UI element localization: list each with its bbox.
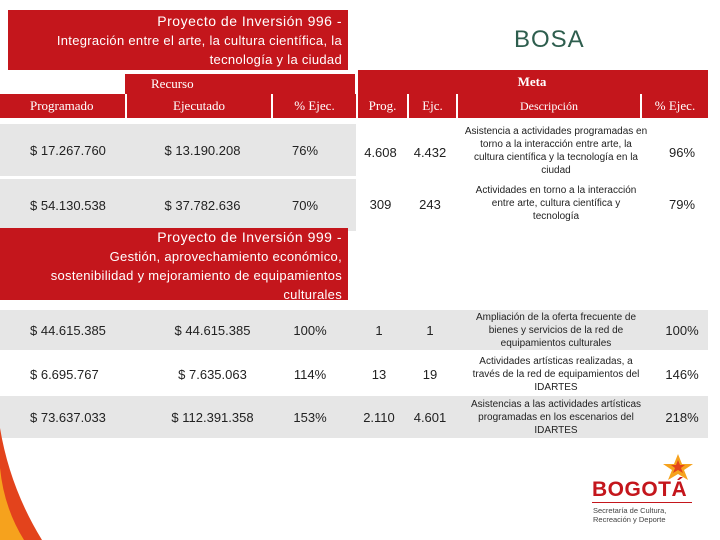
row5-programado: $ 73.637.033 bbox=[30, 409, 106, 425]
row2-ejecutado: $ 37.782.636 bbox=[164, 197, 241, 213]
row1-ejecutado: $ 13.190.208 bbox=[164, 142, 241, 158]
location-title: BOSA bbox=[514, 26, 585, 53]
row3-ejc: 1 bbox=[426, 322, 434, 338]
row3-descripcion: Ampliación de la oferta frecuente de bienes y servicios de la red de equipamientos culturales bbox=[475, 311, 637, 349]
row1-programado: $ 17.267.760 bbox=[30, 142, 106, 158]
row2-ejc: 243 bbox=[419, 196, 441, 212]
row1-meta-pct: 96% bbox=[668, 144, 696, 160]
row1-descripcion: Asistencia a actividades programadas en torno a la interacción entre arte, la cultura científica y la tecnología en la ciudad bbox=[464, 126, 648, 176]
row2-programado: $ 54.130.538 bbox=[30, 197, 106, 213]
row4-prog: 13 bbox=[371, 366, 387, 382]
col-prog: Prog. bbox=[368, 98, 397, 113]
row5-ejc: 4.601 bbox=[413, 409, 447, 425]
col-pct-ejec: % Ejec. bbox=[294, 98, 335, 113]
row2-pct: 70% bbox=[291, 197, 319, 213]
project-999-title-block bbox=[0, 228, 348, 300]
col-pct-ejec-meta: % Ejec. bbox=[654, 98, 696, 113]
decorative-corner-swoosh bbox=[0, 428, 60, 540]
logo-text: BOGOTÁ bbox=[592, 478, 688, 501]
project-999-title: Proyecto de Inversión 999 - bbox=[157, 229, 342, 245]
row5-prog: 2.110 bbox=[363, 409, 395, 425]
project-996-title-block bbox=[8, 10, 348, 70]
row5-ejecutado: $ 112.391.358 bbox=[171, 409, 254, 425]
row1-pct: 76% bbox=[291, 142, 319, 158]
recurso-header: Recurso bbox=[125, 74, 355, 94]
row3-programado: $ 44.615.385 bbox=[30, 322, 106, 338]
row1-prog: 4.608 bbox=[364, 144, 397, 160]
col-programado: Programado bbox=[30, 98, 94, 113]
row3-meta-pct: 100% bbox=[665, 322, 699, 338]
row4-ejecutado: $ 7.635.063 bbox=[178, 366, 247, 382]
row5-pct: 153% bbox=[293, 409, 327, 425]
row4-pct: 114% bbox=[293, 366, 327, 382]
col-ejc: Ejc. bbox=[422, 98, 443, 113]
project-999-subtitle-line2: sostenibilidad y mejoramiento de equipamientos bbox=[50, 268, 342, 283]
row4-meta-pct: 146% bbox=[665, 366, 699, 382]
row5-meta-pct: 218% bbox=[665, 409, 699, 425]
row2-descripcion: Actividades en torno a la interacción entre arte, cultura científica y tecnología bbox=[475, 184, 637, 222]
project-996-subtitle-line1: Integración entre el arte, la cultura científica, la bbox=[56, 33, 342, 48]
project-996-subtitle-line2: tecnología y la ciudad bbox=[209, 52, 342, 67]
row4-descripcion: Actividades artísticas realizadas, a través de la red de equipamientos del IDARTES bbox=[472, 355, 640, 393]
col-ejecutado: Ejecutado bbox=[173, 98, 225, 113]
row4-programado: $ 6.695.767 bbox=[30, 366, 99, 382]
row3-ejecutado: $ 44.615.385 bbox=[174, 322, 251, 338]
row1-ejc: 4.432 bbox=[413, 144, 447, 160]
row2-meta-pct: 79% bbox=[668, 196, 696, 212]
row3-prog: 1 bbox=[375, 322, 383, 338]
project-999-subtitle-line3: culturales bbox=[283, 287, 342, 302]
col-descripcion: Descripción bbox=[520, 99, 578, 113]
project-996-title: Proyecto de Inversión 996 - bbox=[157, 13, 342, 29]
project-999-subtitle-line1: Gestión, aprovechamiento económico, bbox=[109, 249, 342, 264]
logo-subtitle: Secretaría de Cultura, Recreación y Deporte bbox=[593, 506, 667, 524]
row4-ejc: 19 bbox=[422, 366, 438, 382]
row2-prog: 309 bbox=[369, 196, 392, 212]
row5-descripcion: Asistencias a las actividades artísticas programadas en los escenarios del IDARTES bbox=[470, 398, 642, 436]
meta-header: Meta bbox=[356, 70, 708, 94]
row3-pct: 100% bbox=[293, 322, 327, 338]
